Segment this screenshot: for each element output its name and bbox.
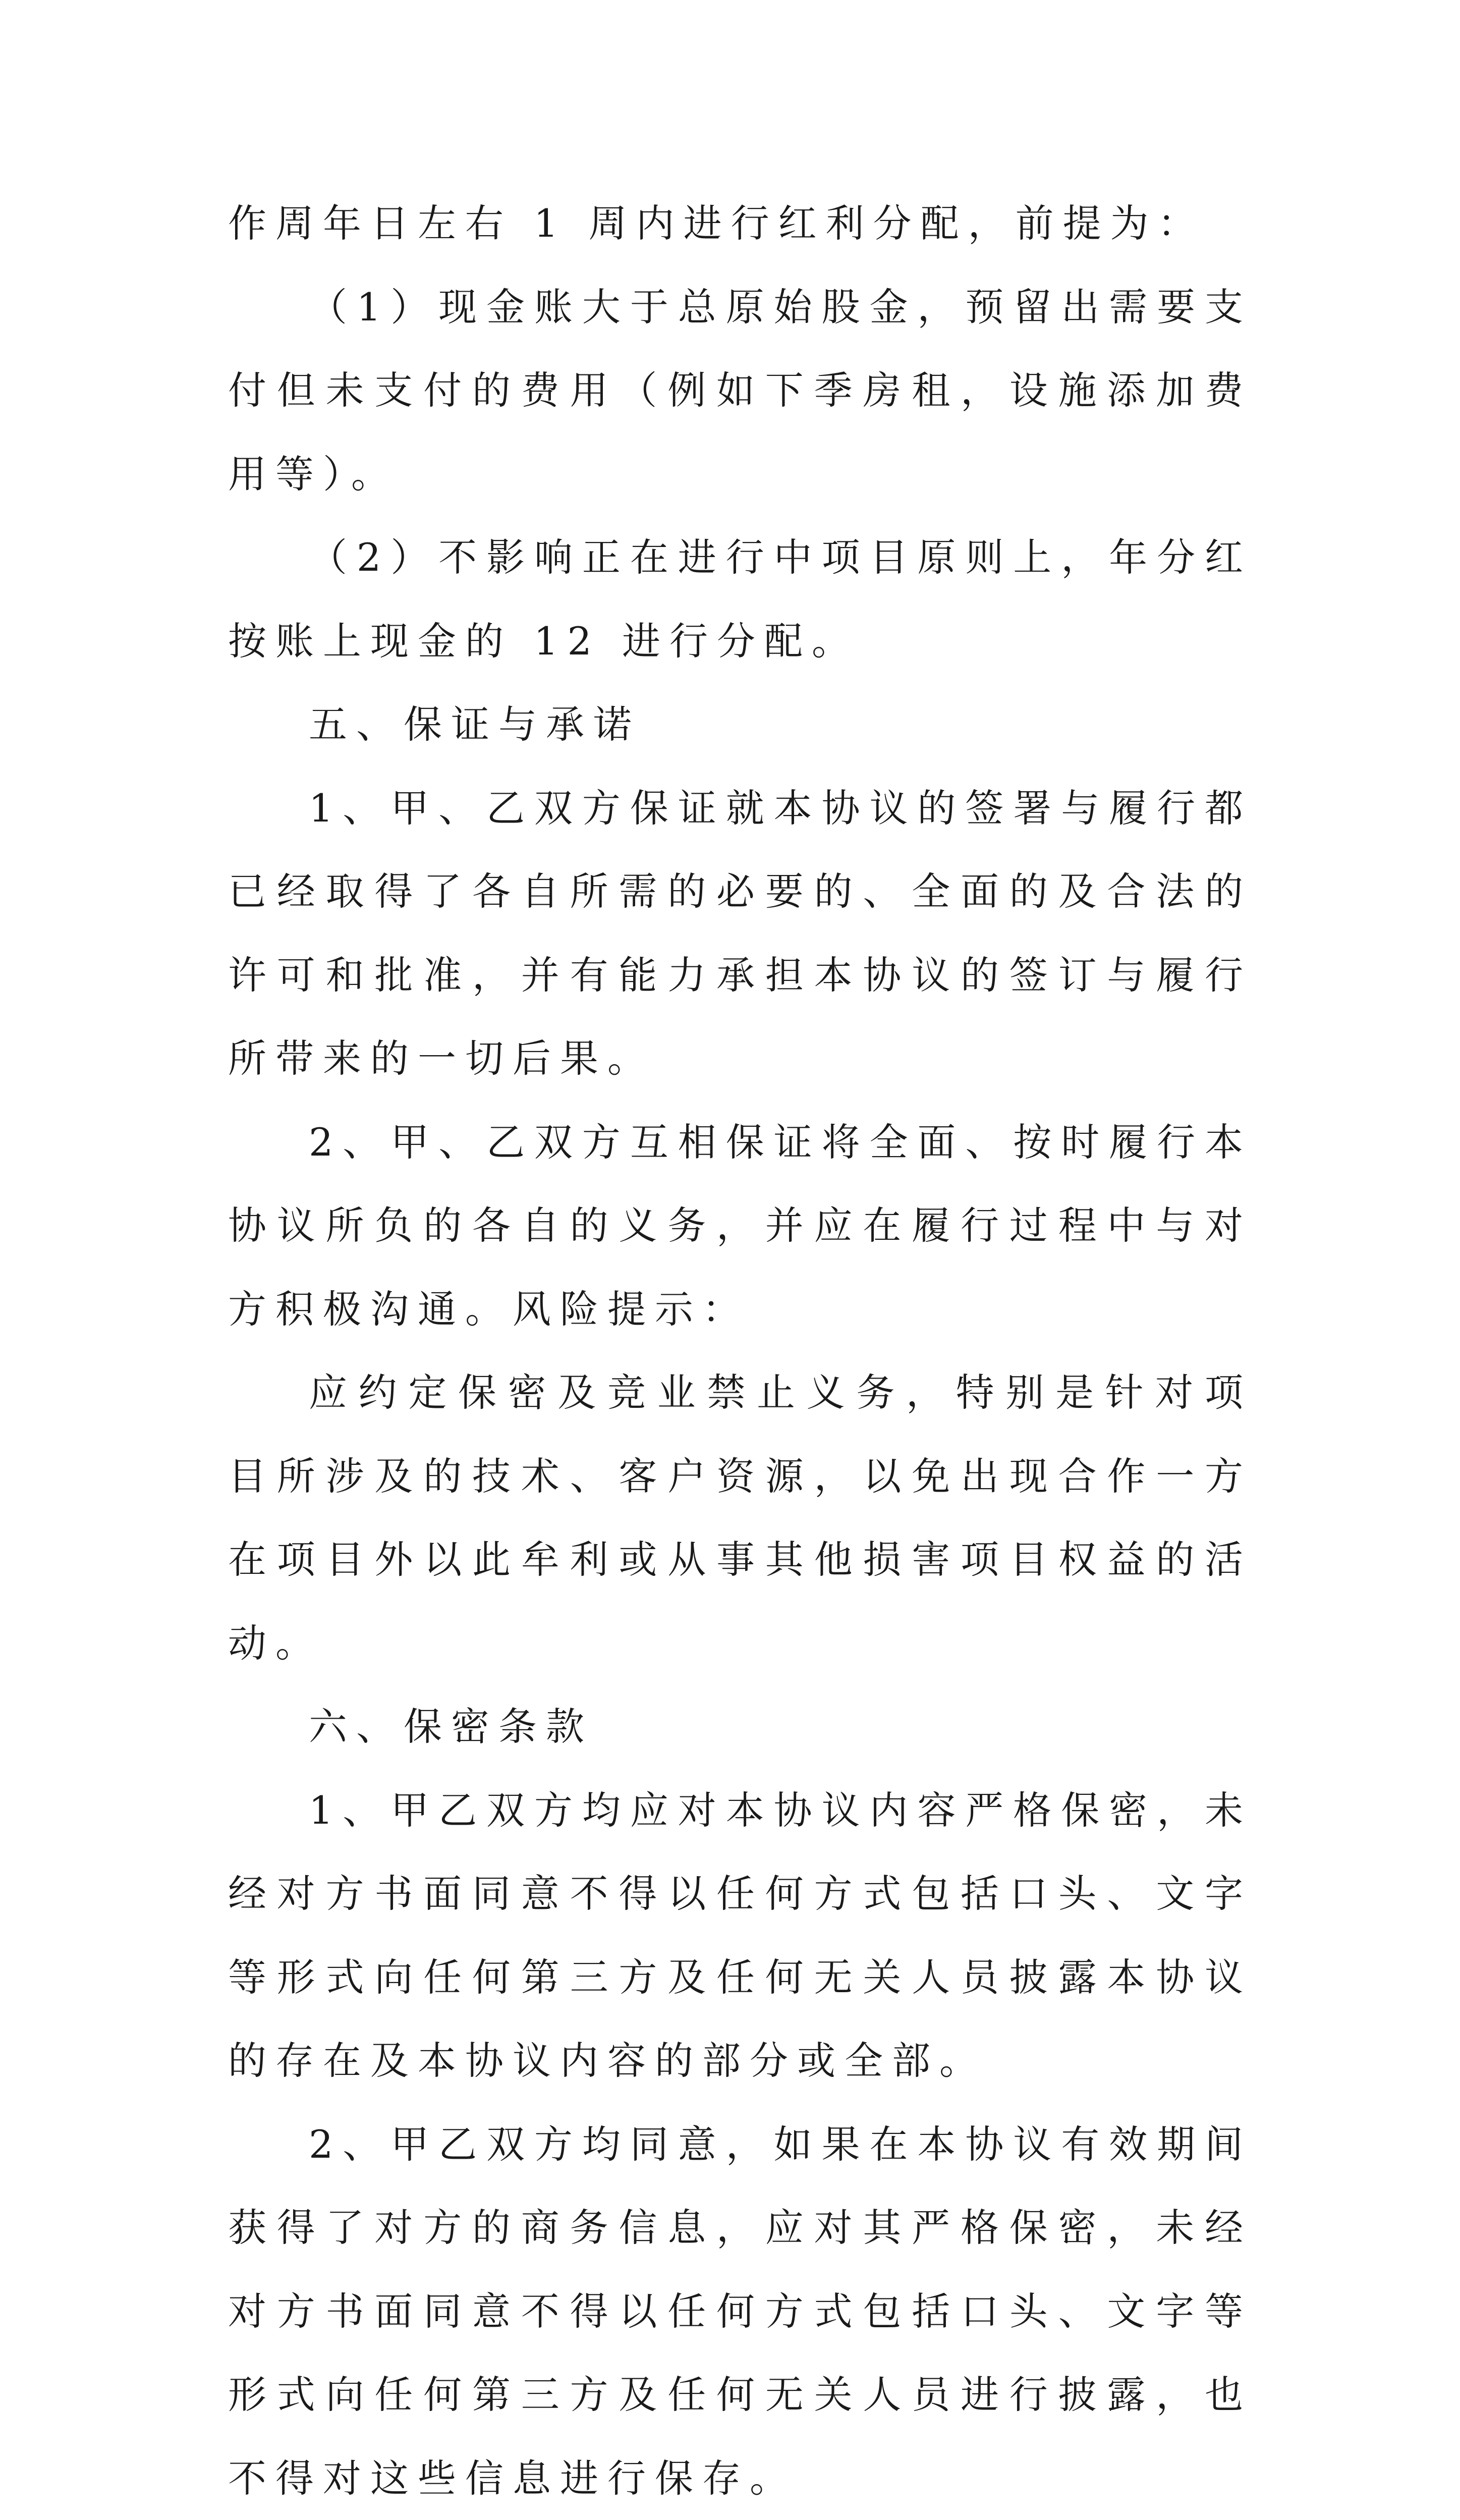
paragraph-condition-2: （2）不影响正在进行中项目原则上，年分红按账上现金的 12 进行分配。: [228, 516, 1252, 683]
paragraph-confidentiality-1: 1、甲乙双方均应对本协议内容严格保密，未经对方书面同意不得以任何方式包括口头、文字等形式向任何第三方及任何无关人员披露本协议的存在及本协议内容的部分或全部。: [228, 1769, 1252, 2103]
paragraph-condition-1: （1）现金账大于总原始股金，预留出需要支付但未支付的费用（例如下季房租，设施添加费用等）。: [228, 265, 1252, 516]
paragraph-guarantee-2: 2、甲、乙双方互相保证将全面、按时履行本协议所负的各自的义务，并应在履行过程中与对方积极沟通。风险提示：: [228, 1101, 1252, 1351]
section-heading-confidentiality: 六、保密条款: [228, 1685, 1252, 1769]
document-body: [228, 182, 1252, 2520]
paragraph-confidentiality-2: 2、甲乙双方均同意，如果在本协议有效期间获得了对方的商务信息，应对其严格保密，未经对方书面同意不得以任何方式包括口头、文字等形式向任何第三方及任何无关人员进行披露，也不得对这些信息进行保存。: [228, 2103, 1252, 2520]
section-heading-guarantee: 五、保证与承诺: [228, 683, 1252, 766]
paragraph-risk-note: 应约定保密及竞业禁止义务，特别是针对项目所涉及的技术、客户资源，以免出现合作一方在项目外以此牟利或从事其他损害项目权益的活动。: [228, 1351, 1252, 1685]
paragraph-guarantee-1: 1、甲、乙双方保证就本协议的签署与履行都已经取得了各自所需的必要的、全面的及合法的许可和批准，并有能力承担本协议的签订与履行所带来的一切后果。: [228, 766, 1252, 1101]
paragraph-continuation: 作周年日左右 1 周内进行红利分配，前提为：: [228, 182, 1252, 265]
